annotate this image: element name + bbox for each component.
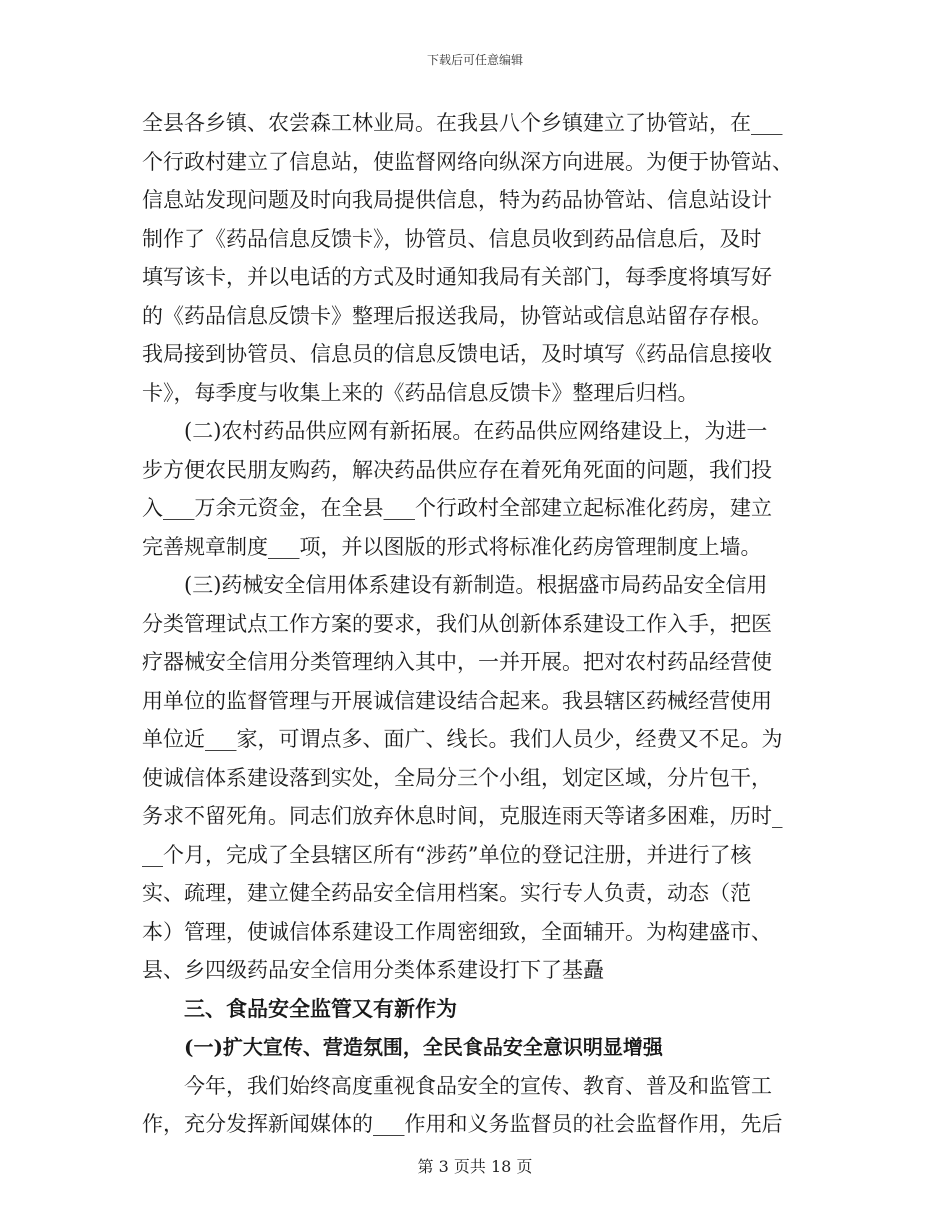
text-line: 本）管理，使诚信体系建设工作周密细致，全面辅开。为构建盛市、	[142, 919, 772, 944]
subsection-heading: (一)扩大宣传、营造氛围，全民食品安全意识明显增强	[184, 1035, 663, 1059]
text-line: 填写该卡，并以电话的方式及时通知我局有关部门，每季度将填写好	[142, 265, 772, 289]
page-footer: 第 3 页共 18 页	[417, 1157, 533, 1176]
paragraph-start-line: 今年，我们始终高度重视食品安全的宣传、教育、普及和监管工	[184, 1073, 772, 1098]
paragraph-start-line: (二)农村药品供应网有新拓展。在药品供应网络建设上，为进一	[184, 419, 768, 443]
section-heading: 三、食品安全监管又有新作为	[184, 995, 457, 1021]
text-line: 单位近___家，可谓点多、面广、线长。我们人员少，经费又不足。为	[142, 727, 783, 751]
text-line: 全县各乡镇、农尝森工林业局。在我县八个乡镇建立了协管站，在___	[142, 111, 783, 135]
text-line: 疗器械安全信用分类管理纳入其中，一并开展。把对农村药品经营使	[142, 650, 772, 674]
text-line: 个行政村建立了信息站，使监督网络向纵深方向进展。为便于协管站、	[142, 149, 793, 174]
text-line: 制作了《药品信息反馈卡》，协管员、信息员收到药品信息后，及时	[142, 226, 762, 251]
text-line: 入___万余元资金，在全县___个行政村全部建立起标准化药房，建立	[142, 496, 772, 520]
page-header: 下载后可任意编辑	[426, 53, 523, 67]
document-body	[142, 104, 814, 1144]
text-line: 步方便农民朋友购药，解决药品供应存在着死角死面的问题，我们投	[142, 457, 772, 482]
text-line: 县、乡四级药品安全信用分类体系建设打下了基矗	[142, 958, 604, 982]
text-line: 务求不留死角。同志们放弃休息时间，克服连雨天等诸多困难，历时_	[142, 804, 783, 828]
text-line: 使诚信体系建设落到实处，全局分三个小组，划定区域，分片包干，	[142, 765, 772, 790]
text-line: __个月，完成了全县辖区所有“涉药”单位的登记注册，并进行了核	[142, 842, 752, 867]
text-line: 卡》，每季度与收集上来的《药品信息反馈卡》整理后归档。	[142, 380, 699, 405]
text-line: 分类管理试点工作方案的要求，我们从创新体系建设工作入手，把医	[142, 611, 772, 636]
text-line: 作，充分发挥新闻媒体的___作用和义务监督员的社会监督作用，先后	[142, 1112, 783, 1136]
text-line: 我局接到协管员、信息员的信息反馈电话，及时填写《药品信息接收	[142, 342, 772, 366]
text-line: 的《药品信息反馈卡》整理后报送我局，协管站或信息站留存存根。	[142, 303, 772, 328]
text-line: 信息站发现问题及时向我局提供信息，特为药品协管站、信息站设计	[142, 188, 772, 212]
text-line: 完善规章制度___项，并以图版的形式将标准化药房管理制度上墙。	[142, 534, 762, 559]
paragraph-start-line: (三)药械安全信用体系建设有新制造。根据盛市局药品安全信用	[184, 573, 768, 597]
text-line: 实、疏理，建立健全药品安全信用档案。实行专人负责，动态（范	[142, 881, 751, 905]
text-line: 用单位的监督管理与开展诚信建设结合起来。我县辖区药械经营使用	[142, 688, 772, 713]
